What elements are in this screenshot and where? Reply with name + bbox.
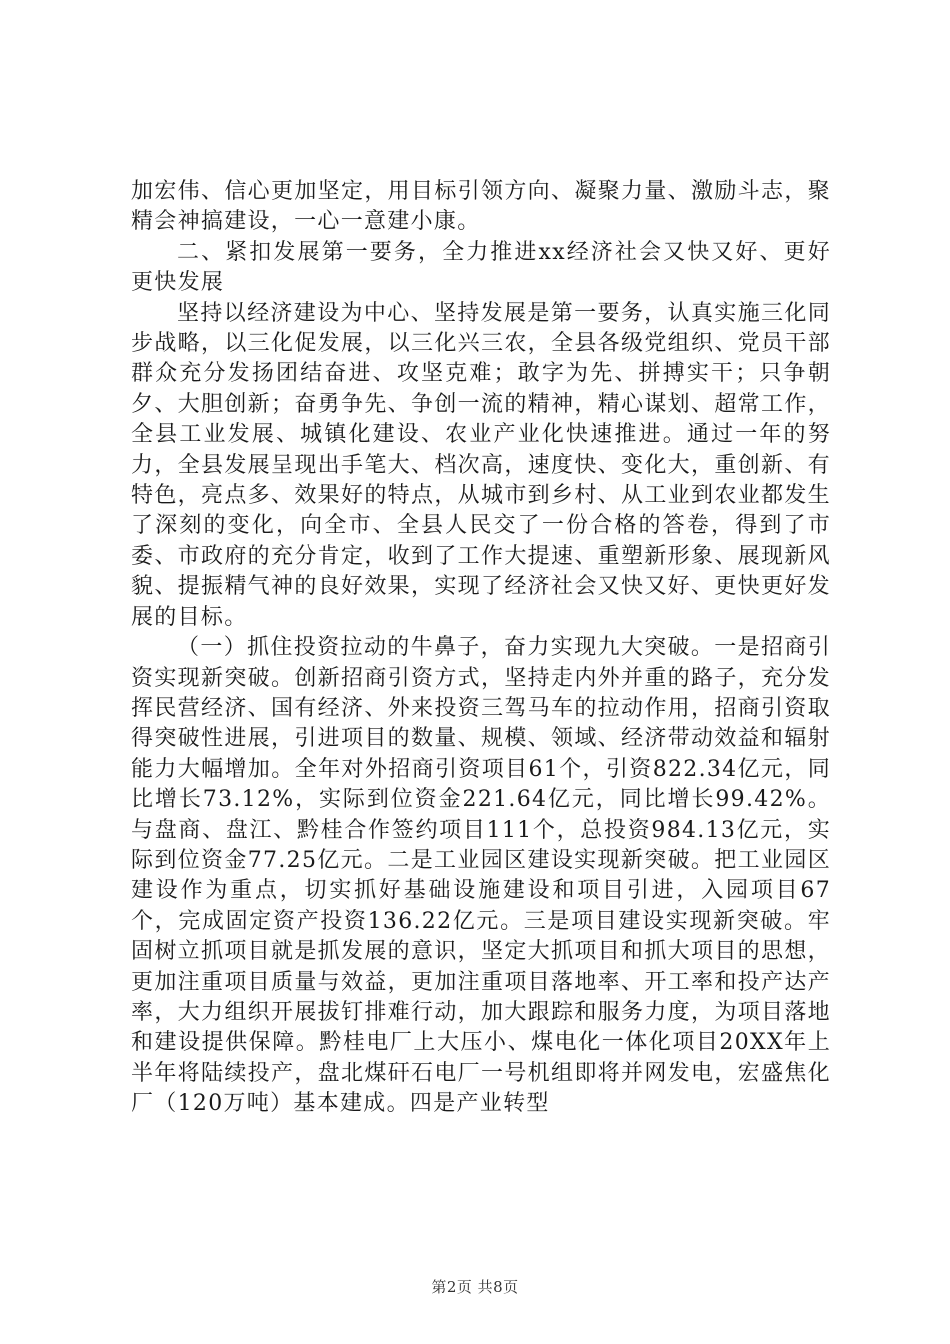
document-body	[131, 177, 831, 1120]
paragraph-development-summary: 坚持以经济建设为中心、坚持发展是第一要务，认真实施三化同步战略，以三化促发展，以三化兴三农，全县各级党组织、党员干部群众充分发扬团结奋进、攻坚克难；敢字为先、拼搏实干；只争朝夕、大胆创新；奋勇争先、争创一流的精神，精心谋划、超常工作，全县工业发展、城镇化建设、农业产业化快速推进。通过一年的努力，全县发展呈现出手笔大、档次高，速度快、变化大，重创新、有特色，亮点多、效果好的特点，从城市到乡村、从工业到农业都发生了深刻的变化，向全市、全县人民交了一份合格的答卷，得到了市委、市政府的充分肯定，收到了工作大提速、重塑新形象、展现新风貌、提振精气神的良好效果，实现了经济社会又快又好、更快更好发展的目标。	[131, 300, 831, 630]
section-heading: 二、紧扣发展第一要务，全力推进xx经济社会又快又好、更好更快发展	[131, 239, 831, 296]
page-number-footer: 第2页 共8页	[431, 1278, 519, 1296]
paragraph-investment-breakthroughs: （一）抓住投资拉动的牛鼻子，奋力实现九大突破。一是招商引资实现新突破。创新招商引资方式，坚持走内外并重的路子，充分发挥民营经济、国有经济、外来投资三驾马车的拉动作用，招商引资取得突破性进展，引进项目的数量、规模、领域、经济带动效益和辐射能力大幅增加。全年对外招商引资项目61个，引资822.34亿元，同比增长73.12%，实际到位资金221.64亿元，同比增长99.42%。与盘商、盘江、黔桂合作签约项目111个，总投资984.13亿元，实际到位资金77.25亿元。二是工业园区建设实现新突破。把工业园区建设作为重点，切实抓好基础设施建设和项目引进，入园项目67个，完成固定资产投资136.22亿元。三是项目建设实现新突破。牢固树立抓项目就是抓发展的意识，坚定大抓项目和抓大项目的思想，更加注重项目质量与效益，更加注重项目落地率、开工率和投产达产率，大力组织开展拔钉排难行动，加大跟踪和服务力度，为项目落地和建设提供保障。黔桂电厂上大压小、煤电化一体化项目20XX年上半年将陆续投产，盘北煤矸石电厂一号机组即将并网发电，宏盛焦化厂（120万吨）基本建成。四是产业转型	[131, 635, 831, 1117]
paragraph-continuation: 加宏伟、信心更加坚定，用目标引领方向、凝聚力量、激励斗志，聚精会神搞建设，一心一意建小康。	[131, 179, 831, 235]
